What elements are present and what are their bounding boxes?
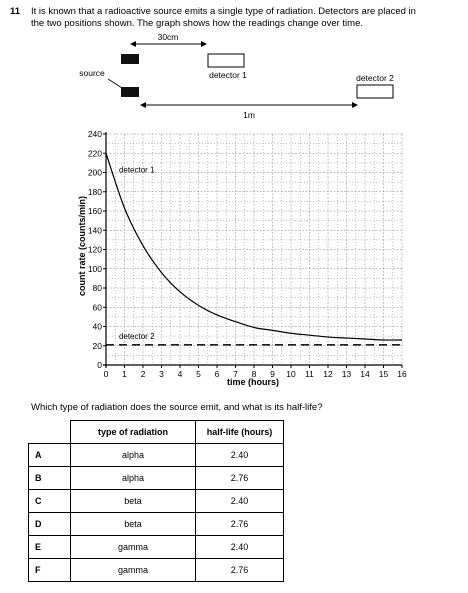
x-tick-label: 13	[341, 369, 352, 379]
source-pointer	[108, 79, 122, 88]
distance-label-30cm: 30cm	[157, 32, 179, 42]
source-lower	[121, 87, 139, 97]
question-prompt: Which type of radiation does the source emit, and what is its half-life?	[31, 402, 323, 413]
option-half-life: 2.76	[196, 467, 284, 490]
y-tick-label: 120	[87, 244, 102, 255]
series-label-detector-2: detector 2	[118, 332, 155, 342]
y-tick-label: 80	[92, 283, 102, 293]
table-row[interactable]	[29, 559, 284, 582]
x-tick-label: 4	[177, 369, 183, 379]
y-tick-label: 100	[87, 263, 102, 274]
option-type: alpha	[71, 444, 196, 467]
table-header-blank	[29, 421, 71, 444]
x-tick-label: 2	[140, 369, 146, 379]
option-half-life: 2.76	[196, 513, 284, 536]
y-tick-label: 20	[92, 340, 102, 351]
x-tick-label: 9	[270, 369, 275, 379]
y-tick-label: 220	[87, 148, 102, 159]
detector-1-box	[208, 54, 244, 67]
y-tick-label: 180	[87, 186, 102, 197]
count-rate-chart	[77, 129, 407, 387]
y-tick-label: 140	[87, 225, 102, 236]
x-tick-label: 15	[378, 369, 389, 379]
option-half-life: 2.40	[196, 444, 284, 467]
question-number: 11	[10, 6, 21, 17]
option-half-life: 2.76	[196, 559, 284, 582]
x-tick-label: 3	[159, 369, 164, 379]
option-type: gamma	[71, 559, 196, 582]
x-tick-label: 5	[196, 369, 201, 379]
answer-options-table	[28, 420, 284, 582]
table-row[interactable]	[29, 444, 284, 467]
distance-label-1m: 1m	[243, 110, 255, 120]
detector-2-box	[357, 85, 393, 98]
x-tick-label: 7	[233, 369, 238, 379]
option-half-life: 2.40	[196, 490, 284, 513]
x-tick-label: 16	[397, 369, 407, 379]
y-tick-label: 40	[92, 321, 102, 332]
table-header-type: type of radiation	[71, 421, 196, 444]
table-header-half-life: half-life (hours)	[196, 421, 284, 444]
question-line-1: It is known that a radioactive source emits a single type of radiation. Detectors are placed in	[31, 6, 416, 17]
source-upper	[121, 54, 139, 64]
x-tick-label: 14	[360, 369, 370, 379]
option-letter: E	[29, 536, 71, 559]
table-row[interactable]	[29, 513, 284, 536]
question-line-2: the two positions shown. The graph shows how the readings change over time.	[31, 17, 363, 29]
option-letter: C	[29, 490, 71, 513]
option-type: beta	[71, 513, 196, 536]
option-letter: D	[29, 513, 71, 536]
y-tick-label: 60	[92, 302, 102, 313]
x-tick-label: 6	[214, 369, 220, 379]
series-label-detector-1: detector 1	[118, 165, 155, 175]
option-type: alpha	[71, 467, 196, 490]
y-tick-label: 160	[87, 206, 102, 216]
table-row[interactable]	[29, 490, 284, 513]
detector-2-label: detector 2	[356, 73, 394, 83]
x-tick-label: 11	[305, 369, 314, 379]
option-letter: A	[29, 444, 71, 467]
y-tick-label: 0	[97, 360, 102, 370]
y-axis-label: count rate (counts/min)	[77, 195, 87, 297]
y-tick-label: 200	[87, 167, 102, 178]
x-tick-label: 8	[251, 369, 257, 379]
source-label: source	[79, 68, 105, 78]
table-header-row	[29, 421, 284, 444]
option-type: gamma	[71, 536, 196, 559]
x-axis-label: time (hours)	[226, 377, 280, 387]
option-type: beta	[71, 490, 196, 513]
option-letter: F	[29, 559, 71, 582]
x-tick-label: 0	[103, 369, 109, 379]
y-tick-label: 240	[87, 129, 102, 139]
detector-1-label: detector 1	[209, 70, 247, 80]
x-tick-label: 12	[323, 369, 333, 379]
option-half-life: 2.40	[196, 536, 284, 559]
x-tick-label: 10	[286, 369, 296, 379]
table-row[interactable]	[29, 467, 284, 490]
option-letter: B	[29, 467, 71, 490]
table-row[interactable]	[29, 536, 284, 559]
x-tick-label: 1	[122, 369, 127, 379]
